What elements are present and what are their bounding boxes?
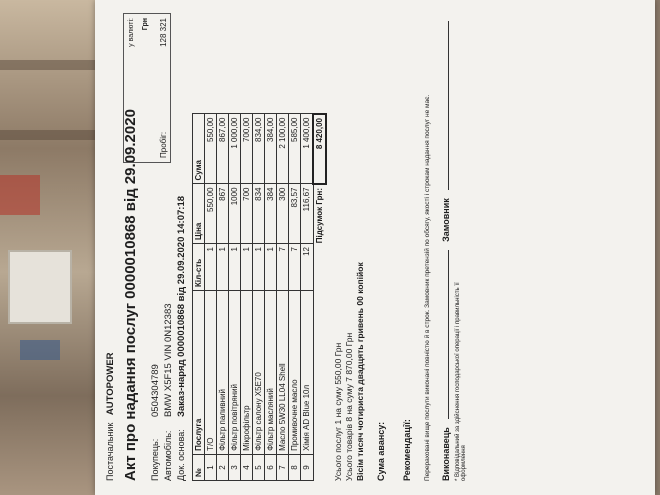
row-sum: 550,00 xyxy=(205,114,217,184)
total-in-words: Вісім тисяч чотириста двадцять гривень 00 копійок xyxy=(355,262,365,481)
row-qty: 7 xyxy=(289,244,301,291)
table-row xyxy=(205,114,217,481)
col-service: Послуга xyxy=(193,290,205,454)
row-sum: 384,00 xyxy=(265,114,277,184)
row-price: 83,57 xyxy=(289,184,301,244)
row-sum: 585,00 xyxy=(289,114,301,184)
col-sum: Сума xyxy=(193,114,205,184)
row-number: 6 xyxy=(265,454,277,480)
supplier-name: AUTOPOWER xyxy=(105,352,116,416)
supplier-label: Постачальник xyxy=(105,422,115,481)
table-row xyxy=(217,114,229,481)
invoice-paper xyxy=(95,0,655,495)
row-number: 5 xyxy=(253,454,265,480)
row-sum: 2 100,00 xyxy=(277,114,289,184)
row-sum: 1 400,00 xyxy=(301,114,314,184)
row-qty: 1 xyxy=(265,244,277,291)
row-qty: 1 xyxy=(253,244,265,291)
blue-object xyxy=(20,340,60,360)
table-row xyxy=(265,114,277,481)
row-service: Хімія AD Blue 10л xyxy=(301,290,314,454)
table-row xyxy=(277,114,289,481)
row-qty: 12 xyxy=(301,244,314,291)
footnote: * Відповідальний за здійснення господарської операції і правильність її оформлення xyxy=(455,282,467,481)
table-total-row xyxy=(313,114,326,481)
executor-signature-line xyxy=(441,250,449,419)
table-row xyxy=(301,114,314,481)
services-total: Усього послуг 1 на суму 550,00 Грн xyxy=(333,342,343,481)
buyer-value: 0504304789 xyxy=(150,364,161,417)
mileage-label: Пробіг: xyxy=(159,131,168,158)
currency-value: Грн xyxy=(142,18,149,31)
table-header-row xyxy=(193,114,205,481)
table-row xyxy=(289,114,301,481)
document-title: Акт про надання послуг 0000010868 від 29.09.2020 xyxy=(122,109,139,481)
row-service: Масло 5W30 LL04 Shell xyxy=(277,290,289,454)
row-sum: 1 000,00 xyxy=(229,114,241,184)
basis-label: Док. основа: xyxy=(176,429,186,481)
acceptance-note: Перераховані вище послуги виконані повністю й в строк. Замовник претензій по обсягу, якості і строкам надання послуг не має. xyxy=(424,94,431,481)
row-price: 300 xyxy=(277,184,289,244)
car-label: Автомобіль: xyxy=(163,430,173,481)
row-service: Фільтр повітряний xyxy=(229,290,241,454)
row-service: Фільтр паливний xyxy=(217,290,229,454)
signature-line xyxy=(441,13,451,481)
row-service: Мікрофільтр xyxy=(241,290,253,454)
buyer-label: Покупець: xyxy=(150,438,160,481)
table-row xyxy=(253,114,265,481)
red-object xyxy=(0,175,40,215)
row-number: 8 xyxy=(289,454,301,480)
wall-poster xyxy=(8,250,72,324)
basis-value: Заказ-наряд 0000010868 від 29.09.2020 14:07:18 xyxy=(176,195,187,417)
mileage-value: 128 321 xyxy=(159,18,168,47)
totals-block xyxy=(333,13,366,481)
table-row xyxy=(229,114,241,481)
row-price: 116,67 xyxy=(301,184,314,244)
row-number: 4 xyxy=(241,454,253,480)
executor-label: Виконавець xyxy=(441,427,451,481)
row-number: 7 xyxy=(277,454,289,480)
row-price: 700 xyxy=(241,184,253,244)
col-price: Ціна xyxy=(193,184,205,244)
col-number: № xyxy=(193,454,205,480)
currency-label: у валюті: xyxy=(128,18,135,47)
row-price: 550,00 xyxy=(205,184,217,244)
row-qty: 1 xyxy=(229,244,241,291)
shelf xyxy=(0,130,110,140)
services-table xyxy=(192,113,327,481)
row-price: 384 xyxy=(265,184,277,244)
row-number: 9 xyxy=(301,454,314,480)
row-price: 867 xyxy=(217,184,229,244)
car-value: BMW X5F15 VIN 0N12383 xyxy=(163,303,174,417)
customer-label: Замовник xyxy=(441,198,451,242)
goods-total: Усього товарів 8 на суму 7 870,00 Грн xyxy=(344,332,354,481)
row-price: 834 xyxy=(253,184,265,244)
mileage-box xyxy=(123,13,171,163)
row-number: 3 xyxy=(229,454,241,480)
row-number: 2 xyxy=(217,454,229,480)
col-qty: Кіл-сть xyxy=(193,244,205,291)
table-row xyxy=(241,114,253,481)
total-value: 8 420,00 xyxy=(313,114,326,184)
advance-label: Сума авансу: xyxy=(376,421,386,481)
invoice-document xyxy=(105,13,467,481)
row-price: 1000 xyxy=(229,184,241,244)
row-qty: 1 xyxy=(217,244,229,291)
row-qty: 1 xyxy=(205,244,217,291)
row-sum: 700,00 xyxy=(241,114,253,184)
row-service: Промивочне масло xyxy=(289,290,301,454)
recommendations-label: Рекомендації: xyxy=(402,419,412,481)
shelf xyxy=(0,60,110,70)
supplier-line xyxy=(105,13,116,481)
row-qty: 1 xyxy=(241,244,253,291)
row-service: Фільтр салону X5E70 xyxy=(253,290,265,454)
customer-signature-line xyxy=(441,21,449,190)
row-sum: 834,00 xyxy=(253,114,265,184)
row-service: Фільтр масляний xyxy=(265,290,277,454)
row-number: 1 xyxy=(205,454,217,480)
row-qty: 7 xyxy=(277,244,289,291)
row-sum: 867,00 xyxy=(217,114,229,184)
total-label: Підсумок Грн: xyxy=(315,187,325,244)
row-service: Т/О xyxy=(205,290,217,454)
mileage-block xyxy=(123,13,171,163)
